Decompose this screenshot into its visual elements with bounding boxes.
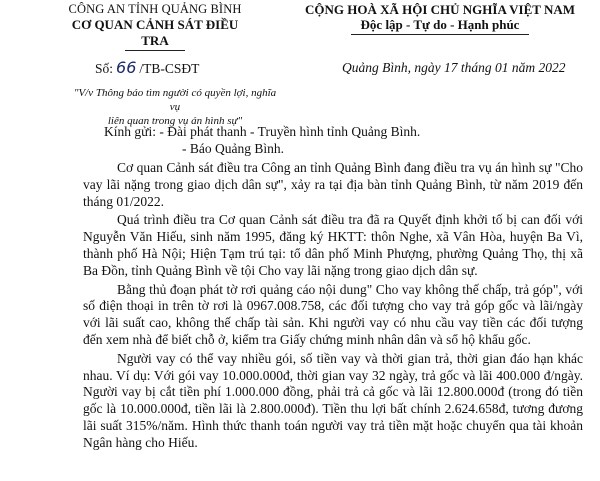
body-paragraph-2: Quá trình điều tra Cơ quan Cảnh sát điều tra đã ra Quyết định khởi tố bị can đối với Nguyễn Văn Hiếu, sinh năm 1995, đăng ký HKTT: thôn Nghe, xã Vân Hòa, huyện Ba Vì, thành phố Hà Nội; Hiện Tạm trú tại: tổ dân phố Minh Phượng, phường Quảng Thọ, thị xã Ba Đồn, tỉnh Quảng Bình về tội Cho vay lãi nặng trong giao dịch dân sự. [83,212,583,278]
number-suffix: /TB-CSĐT [139,61,200,76]
national-motto-header [300,2,580,35]
handwritten-number: 66 [116,58,137,77]
document-body [83,160,583,454]
issue-date-line: Quảng Bình, ngày 17 tháng 01 năm 2022 [342,60,566,75]
recipients-block [104,123,420,157]
subject-line-1: "V/v Thông báo tìm người có quyền lợi, nghĩa vụ [73,87,277,113]
body-paragraph-4: Người vay có thể vay nhiều gói, số tiền vay và thời gian trả, thời gian đáo hạn khác nhau. Ví dụ: Với gói vay 10.000.000đ, thời gian vay 32 ngày, trả gốc và lãi 400.000 đ/ngày. Người vay bị cắt tiền phí 1.000.000 đồng, phải trả cả gốc và lãi 12.800.000đ (trong đó tiền gốc là 10.000.000đ, tiền lãi là 2.800.000đ). Tiền thu lợi bất chính 2.624.658đ, tương đương lãi suất 315%/năm. Hình thức thanh toán người vay trả tiền mặt hoặc chuyển qua tài khoản Ngân hàng cho Hiếu. [83,350,583,450]
recipient-2: - Báo Quảng Bình. [182,141,284,156]
document-subject [70,86,280,128]
number-prefix: Số: [95,61,114,76]
agency-parent-name: CÔNG AN TỈNH QUẢNG BÌNH [68,2,242,16]
agency-underline [125,50,185,51]
subject-line-2: liên quan trong vụ án hình sự" [107,115,243,127]
country-name: CỘNG HOÀ XÃ HỘI CHỦ NGHĨA VIỆT NAM [304,2,576,17]
motto-underline [351,34,529,35]
body-paragraph-1: Cơ quan Cảnh sát điều tra Công an tỉnh Quảng Bình đang điều tra vụ án hình sự "Cho vay lãi nặng trong giao dịch dân sự", xảy ra tại địa bàn tỉnh Quảng Bình, từ năm 2019 đến tháng 01/2022. [83,160,583,209]
recipient-1: - Đài phát thanh - Truyền hình tỉnh Quảng Bình. [159,124,421,139]
issuing-agency-header [60,2,250,51]
document-number [95,58,199,77]
national-motto: Độc lập - Tự do - Hạnh phúc [360,17,520,32]
recipients-label: Kính gửi: [104,124,156,139]
body-paragraph-3: Bằng thủ đoạn phát tờ rơi quảng cáo nội dung" Cho vay không thế chấp, trả góp", với số điện thoại in trên tờ rơi là 0967.008.758, các đối tượng cho vay trả góp gốc và lãi/ngày với lãi suất cao, không thế chấp tài sản. Khi người vay có nhu cầu vay tiền các đối tượng đến xem nhà để biết chỗ ở, kiểm tra Giấy chứng minh nhân dân và sổ hộ khẩu gốc. [83,281,583,347]
agency-name: CƠ QUAN CẢNH SÁT ĐIỀU TRA [71,17,239,48]
